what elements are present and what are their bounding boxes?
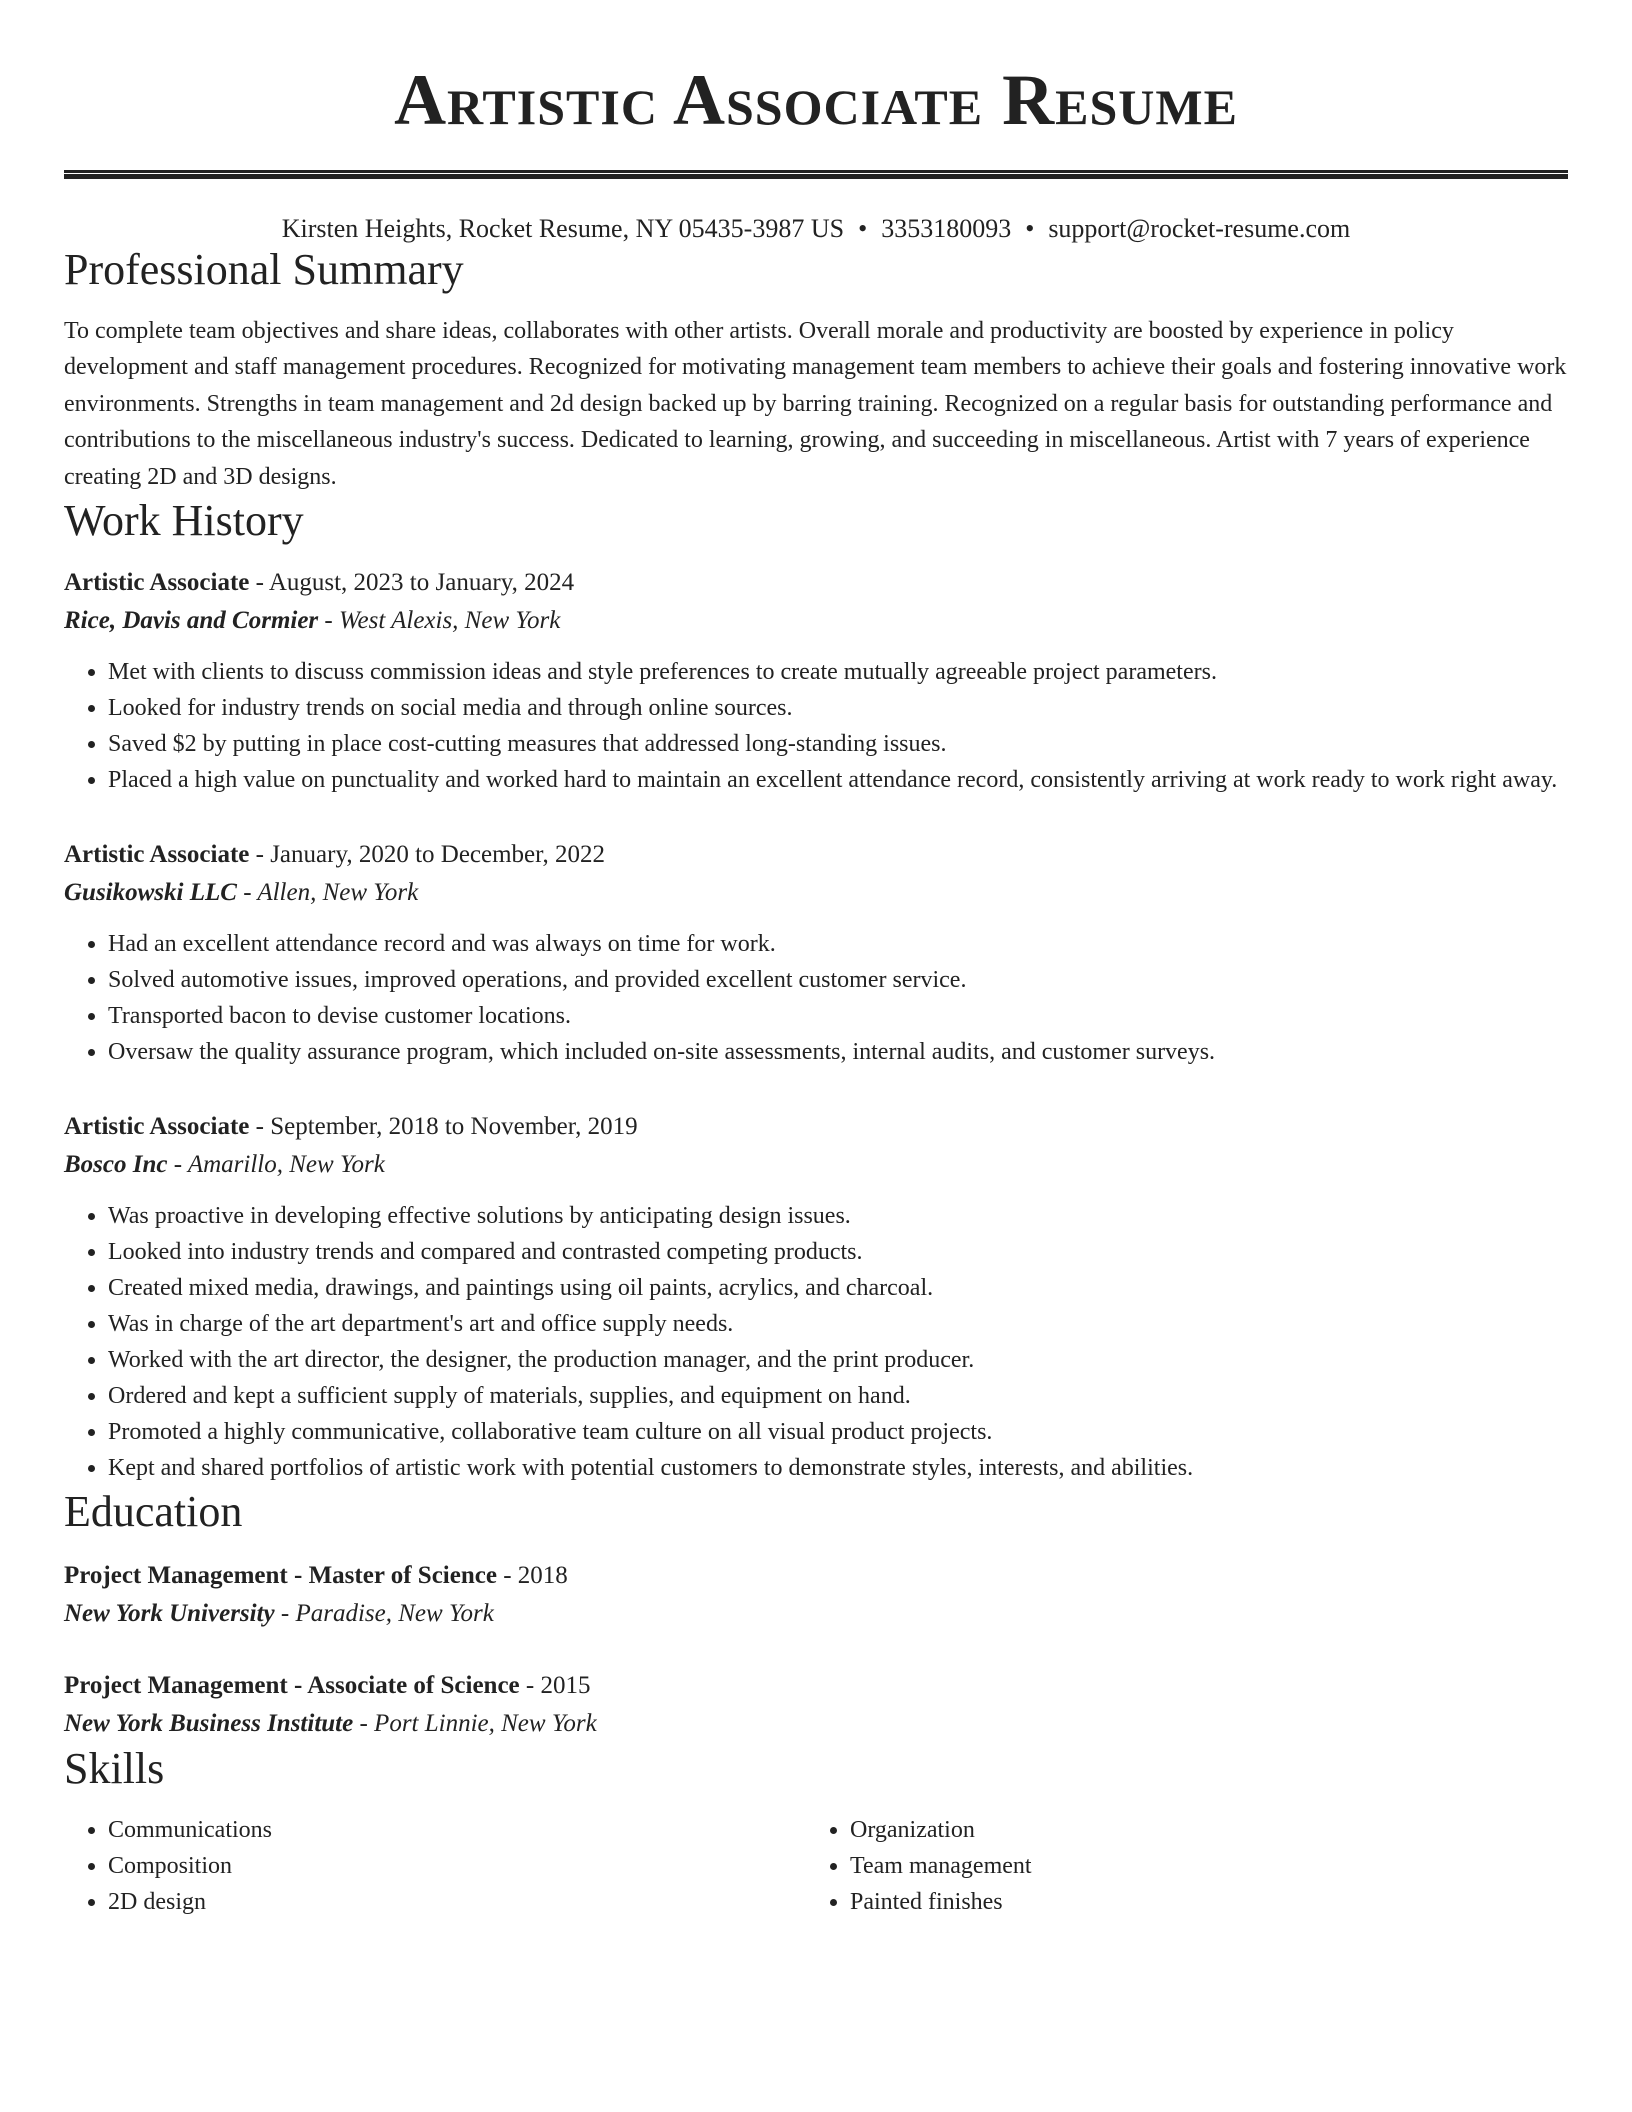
school-line	[64, 1705, 1568, 1743]
work-history-heading: Work History	[64, 496, 304, 546]
skill-item: • 2D design	[108, 1884, 806, 1920]
job-title: Artistic Associate	[64, 569, 250, 597]
skill-item: • Team management	[850, 1848, 1548, 1884]
job-bullets	[64, 1198, 1568, 1486]
list-item: • Transported bacon to devise customer locations.	[108, 998, 1568, 1034]
list-item: • Worked with the art director, the designer, the production manager, and the print producer.	[108, 1342, 1568, 1378]
job-title-line	[64, 1108, 1568, 1146]
job-dates: - September, 2018 to November, 2019	[249, 1113, 638, 1141]
job-location: - Allen, New York	[236, 879, 419, 907]
list-item: • Saved $2 by putting in place cost-cutting measures that addressed long-standing issues.	[108, 726, 1568, 762]
degree-line	[64, 1557, 1568, 1595]
job-title: Artistic Associate	[64, 1113, 250, 1141]
list-item: • Looked for industry trends on social media and through online sources.	[108, 690, 1568, 726]
list-item: • Had an excellent attendance record and was always on time for work.	[108, 926, 1568, 962]
job-entry	[64, 836, 1568, 1070]
list-item: • Oversaw the quality assurance program, which included on-site assessments, internal audits, and customer surveys.	[108, 1034, 1568, 1070]
list-item: • Kept and shared portfolios of artistic work with potential customers to demonstrate styles, interests, and abilities.	[108, 1450, 1568, 1486]
job-title: Artistic Associate	[64, 841, 250, 869]
job-company-line	[64, 874, 1568, 912]
job-bullets	[64, 654, 1568, 798]
school-location: - Paradise, New York	[274, 1600, 494, 1628]
job-title-line	[64, 836, 1568, 874]
education-heading: Education	[64, 1487, 243, 1537]
job-entry	[64, 1108, 1568, 1486]
contact-email: support@rocket-resume.com	[1048, 214, 1351, 243]
school-line	[64, 1595, 1568, 1633]
job-dates: - August, 2023 to January, 2024	[249, 569, 575, 597]
school: New York Business Institute	[64, 1710, 354, 1738]
skills-list	[64, 1812, 1568, 1920]
resume-title: Artistic Associate Resume	[394, 60, 1238, 140]
degree-year: - 2018	[496, 1562, 568, 1590]
skill-item: • Communications	[108, 1812, 806, 1848]
skill-item: • Composition	[108, 1848, 806, 1884]
job-company: Bosco Inc	[64, 1151, 168, 1179]
job-location: - West Alexis, New York	[318, 607, 561, 635]
degree-year: - 2015	[519, 1672, 591, 1700]
job-dates: - January, 2020 to December, 2022	[249, 841, 605, 869]
list-item: • Met with clients to discuss commission ideas and style preferences to create mutually agreeable project parameters.	[108, 654, 1568, 690]
skill-item: • Painted finishes	[850, 1884, 1548, 1920]
school: New York University	[64, 1600, 275, 1628]
job-company-line	[64, 1146, 1568, 1184]
job-bullets	[64, 926, 1568, 1070]
degree-line	[64, 1667, 1568, 1705]
education-entry	[64, 1667, 1568, 1743]
contact-separator: •	[1025, 214, 1035, 243]
job-entry	[64, 564, 1568, 798]
contact-line	[64, 213, 1568, 244]
title-divider	[64, 170, 1568, 179]
job-title-line	[64, 564, 1568, 602]
degree: Project Management - Associate of Science	[64, 1672, 520, 1700]
school-location: - Port Linnie, New York	[353, 1710, 597, 1738]
job-location: - Amarillo, New York	[167, 1151, 385, 1179]
skill-item: • Organization	[850, 1812, 1548, 1848]
skills-column-left	[64, 1812, 806, 1920]
contact-phone: 3353180093	[881, 214, 1012, 243]
job-company: Rice, Davis and Cormier	[64, 607, 319, 635]
list-item: • Placed a high value on punctuality and worked hard to maintain an excellent attendance record, consistently arriving at work ready to work right away.	[108, 762, 1568, 798]
list-item: • Ordered and kept a sufficient supply of materials, supplies, and equipment on hand.	[108, 1378, 1568, 1414]
list-item: • Looked into industry trends and compared and contrasted competing products.	[108, 1234, 1568, 1270]
education-entry	[64, 1557, 1568, 1633]
job-company: Gusikowski LLC	[64, 879, 237, 907]
contact-separator: •	[858, 214, 868, 243]
job-company-line	[64, 602, 1568, 640]
list-item: • Solved automotive issues, improved operations, and provided excellent customer service.	[108, 962, 1568, 998]
contact-address: Kirsten Heights, Rocket Resume, NY 05435-3987 US	[281, 214, 845, 243]
degree: Project Management - Master of Science	[64, 1562, 497, 1590]
list-item: • Promoted a highly communicative, collaborative team culture on all visual product projects.	[108, 1414, 1568, 1450]
skills-column-right	[806, 1812, 1548, 1920]
list-item: • Was proactive in developing effective solutions by anticipating design issues.	[108, 1198, 1568, 1234]
list-item: • Was in charge of the art department's art and office supply needs.	[108, 1306, 1568, 1342]
summary-heading: Professional Summary	[64, 245, 464, 295]
skills-heading: Skills	[64, 1744, 165, 1794]
list-item: • Created mixed media, drawings, and paintings using oil paints, acrylics, and charcoal.	[108, 1270, 1568, 1306]
summary-text: To complete team objectives and share ideas, collaborates with other artists. Overall morale and productivity are boosted by experience in policy development and staff management procedures. Recognized for motivating management team members to achieve their goals and fostering innovative work environments. Strengths in team management and 2d design backed up by barring training. Recognized on a regular basis for outstanding performance and contributions to the miscellaneous industry's success. Dedicated to learning, growing, and succeeding in miscellaneous. Artist with 7 years of experience creating 2D and 3D designs.	[64, 317, 1567, 490]
